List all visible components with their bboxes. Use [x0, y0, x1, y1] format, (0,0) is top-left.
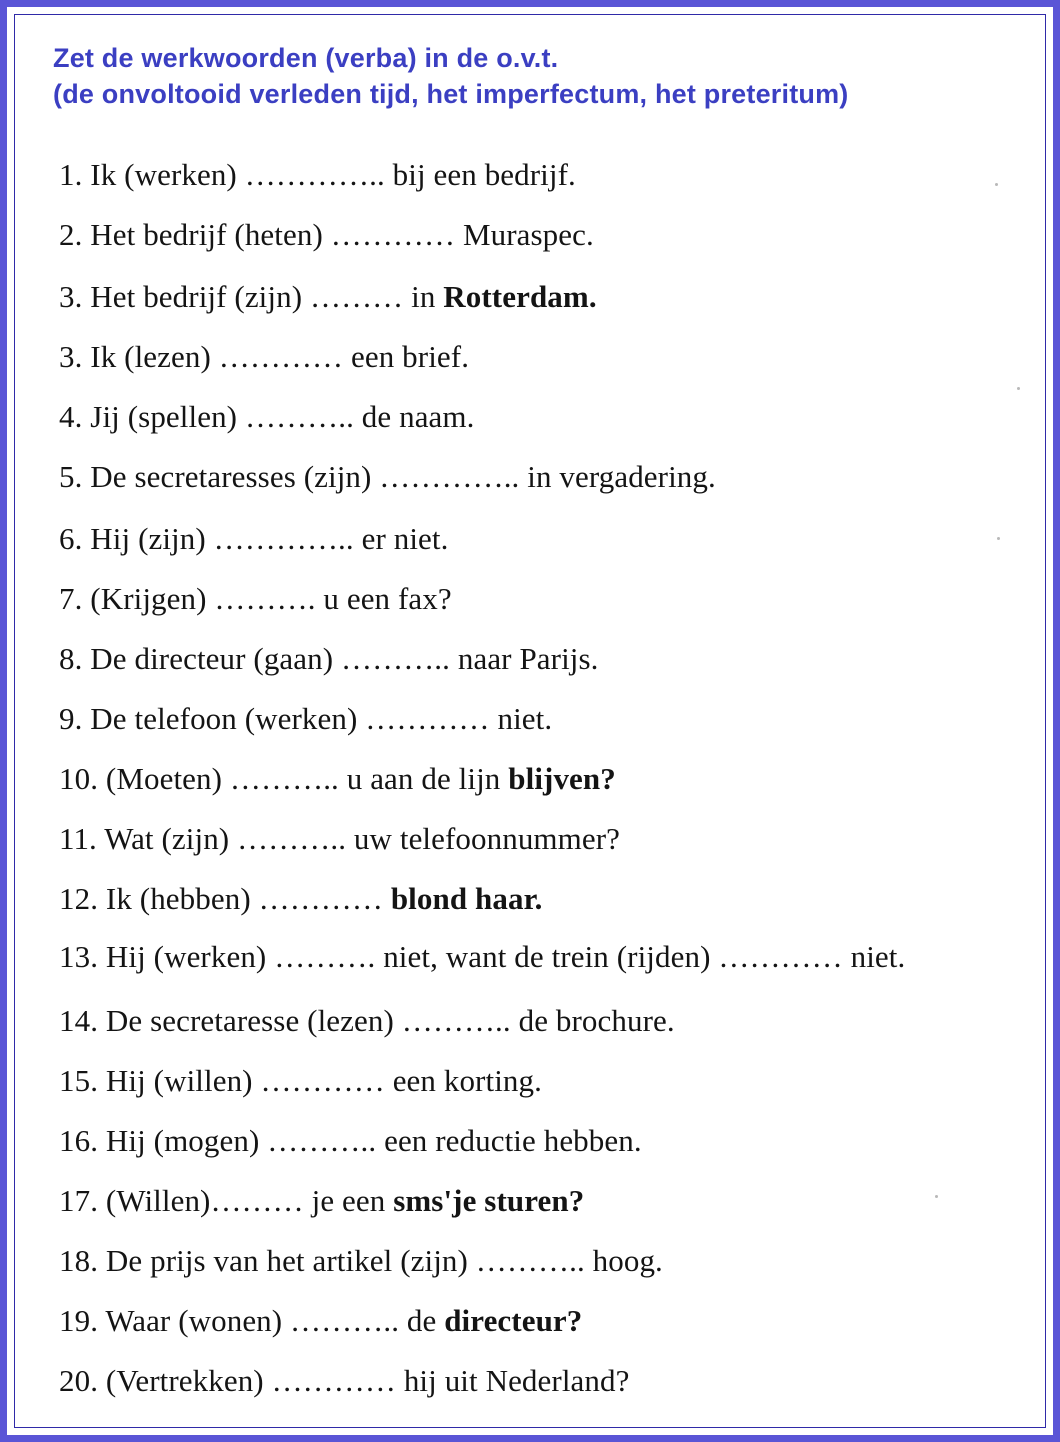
exercise-6: 6. Hij (zijn) ………….. er niet. [59, 521, 449, 556]
exercise-4: 4. Jij (spellen) ……….. de naam. [59, 399, 475, 434]
exercise-17: 17. (Willen)……… je een sms'je sturen? [59, 1183, 585, 1218]
exercise-10: 10. (Moeten) ……….. u aan de lijn blijven? [59, 761, 616, 796]
exercise-14: 14. De secretaresse (lezen) ……….. de brochure. [59, 1003, 675, 1038]
exercise-16: 16. Hij (mogen) ……….. een reductie hebben. [59, 1123, 642, 1158]
scan-speck [1017, 387, 1020, 390]
worksheet-title: Zet de werkwoorden (verba) in de o.v.t. [53, 43, 559, 73]
exercise-2: 2. Het bedrijf (heten) ………… Muraspec. [59, 217, 594, 252]
worksheet-subtitle: (de onvoltooid verleden tijd, het imperfectum, het preteritum) [53, 79, 849, 109]
scan-speck [995, 183, 998, 186]
exercise-13: 13. Hij (werken) ………. niet, want de trein (rijden) ………… niet. [59, 939, 906, 974]
exercise-5: 5. De secretaresses (zijn) ………….. in vergadering. [59, 459, 716, 494]
scan-speck [997, 537, 1000, 540]
exercise-3a: 3. Het bedrijf (zijn) ……… in Rotterdam. [59, 279, 597, 314]
exercise-11: 11. Wat (zijn) ……….. uw telefoonnummer? [59, 821, 620, 856]
exercise-8: 8. De directeur (gaan) ……….. naar Parijs. [59, 641, 599, 676]
exercise-18: 18. De prijs van het artikel (zijn) ……….. hoog. [59, 1243, 663, 1278]
exercise-12: 12. Ik (hebben) ………… blond haar. [59, 881, 543, 916]
exercise-9: 9. De telefoon (werken) ………… niet. [59, 701, 553, 736]
exercise-20: 20. (Vertrekken) ………… hij uit Nederland? [59, 1363, 630, 1398]
exercise-1: 1. Ik (werken) ………….. bij een bedrijf. [59, 157, 576, 192]
exercise-19: 19. Waar (wonen) ……….. de directeur? [59, 1303, 583, 1338]
exercise-15: 15. Hij (willen) ………… een korting. [59, 1063, 542, 1098]
exercise-3b: 3. Ik (lezen) ………… een brief. [59, 339, 470, 374]
exercise-7: 7. (Krijgen) ………. u een fax? [59, 581, 452, 616]
scan-speck [935, 1195, 938, 1198]
